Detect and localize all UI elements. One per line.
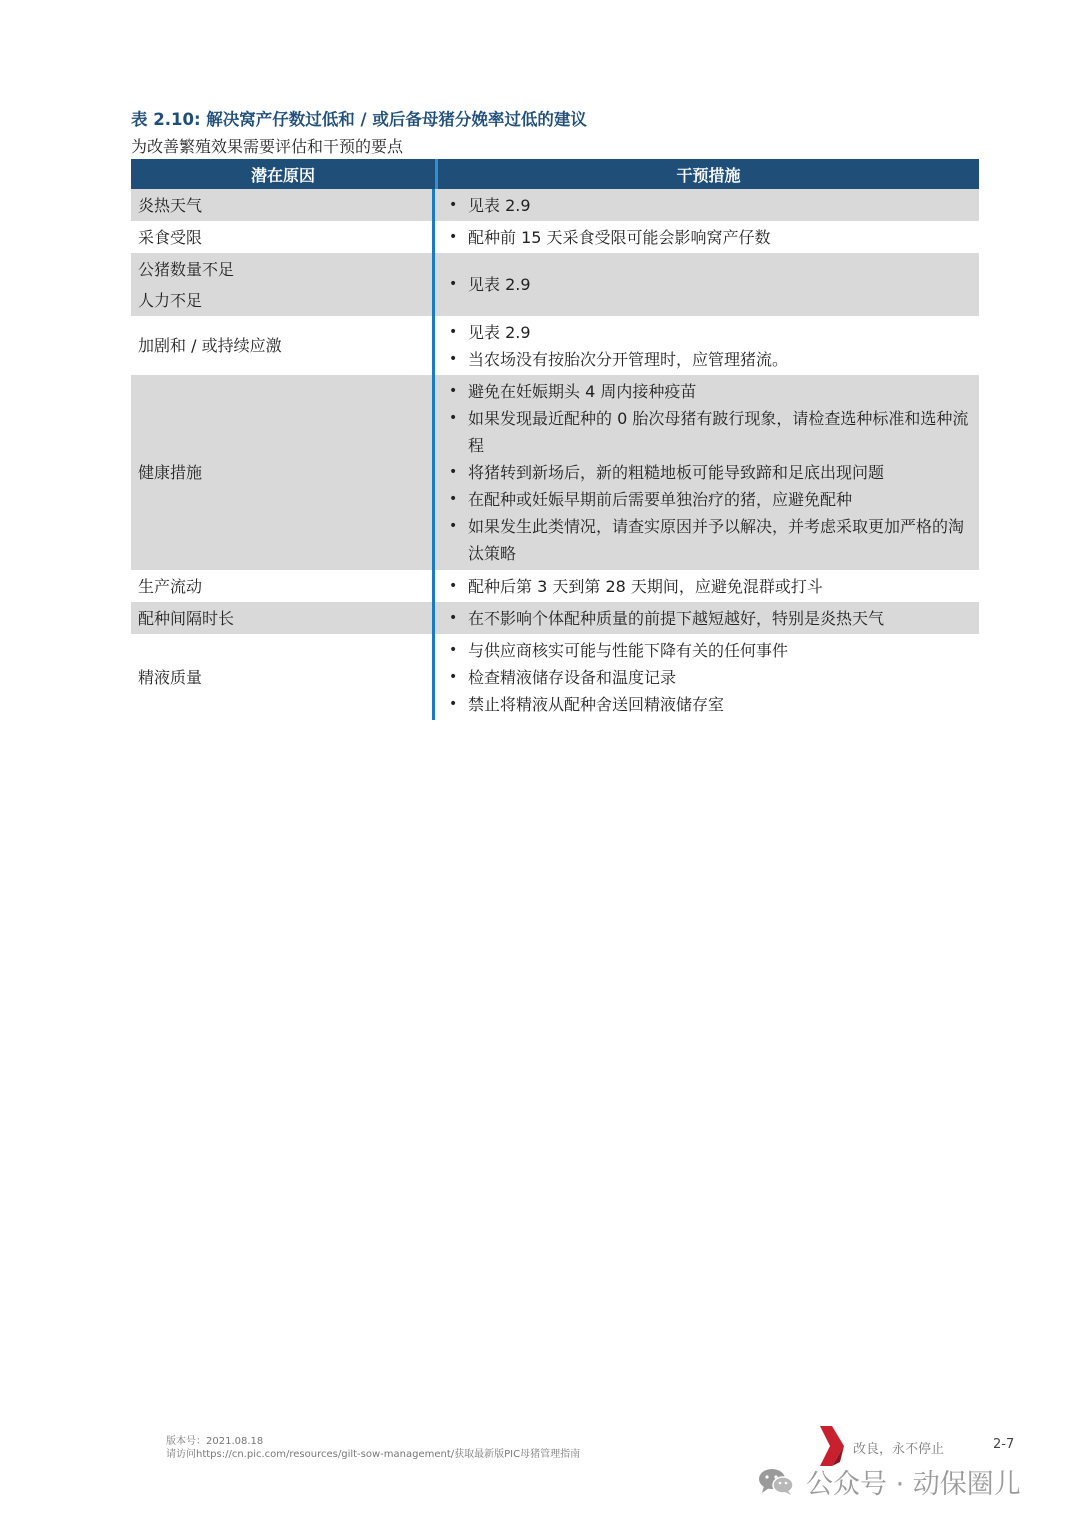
table-row bbox=[131, 221, 979, 253]
action-cell bbox=[435, 602, 979, 634]
bullet-icon: • bbox=[449, 350, 458, 367]
cause-cell bbox=[131, 253, 435, 316]
bullet-icon: • bbox=[449, 695, 458, 712]
action-text: 见表 2.9 bbox=[468, 195, 531, 215]
wechat-icon bbox=[758, 1468, 794, 1496]
bullet-icon: • bbox=[449, 609, 458, 626]
action-item bbox=[449, 513, 971, 567]
action-cell bbox=[435, 253, 979, 316]
table-row bbox=[131, 634, 979, 720]
action-item bbox=[449, 346, 971, 373]
action-text: 与供应商核实可能与性能下降有关的任何事件 bbox=[468, 640, 789, 660]
table-row bbox=[131, 189, 979, 221]
table-row bbox=[131, 570, 979, 602]
action-cell bbox=[435, 570, 979, 602]
cause-cell bbox=[131, 570, 435, 602]
action-cell bbox=[435, 189, 979, 221]
table-row bbox=[131, 375, 979, 570]
action-item bbox=[449, 378, 971, 405]
action-item bbox=[449, 573, 971, 600]
watermark-text: 公众号 · 动保圈儿 bbox=[806, 1469, 1021, 1500]
action-text: 禁止将精液从配种舍送回精液储存室 bbox=[468, 694, 725, 714]
table-row bbox=[131, 253, 979, 316]
header-cause: 潜在原因 bbox=[131, 159, 438, 189]
cause-cell bbox=[131, 189, 435, 221]
action-text: 如果发现最近配种的 0 胎次母猪有跛行现象，请检查选种标准和选种流程 bbox=[468, 409, 969, 455]
table-row bbox=[131, 316, 979, 375]
watermark bbox=[758, 1462, 1021, 1501]
page-number: 2-7 bbox=[993, 1437, 1015, 1452]
bullet-icon: • bbox=[449, 276, 458, 292]
bullet-icon: • bbox=[449, 323, 458, 340]
bullet-icon: • bbox=[449, 228, 458, 245]
cause-text: 公猪数量不足 bbox=[138, 259, 235, 279]
bullet-icon: • bbox=[449, 518, 458, 534]
header-action: 干预措施 bbox=[676, 165, 741, 185]
bullet-icon: • bbox=[449, 641, 458, 658]
action-cell bbox=[435, 375, 979, 570]
action-item bbox=[449, 664, 971, 691]
footer-info bbox=[166, 1435, 580, 1461]
action-text: 在不影响个体配种质量的前提下越短越好，特别是炎热天气 bbox=[468, 608, 885, 628]
action-text: 见表 2.9 bbox=[468, 275, 531, 294]
action-item bbox=[449, 271, 971, 298]
action-text: 检查精液储存设备和温度记录 bbox=[468, 667, 677, 687]
table-title: 表 2.10: 解决窝产仔数过低和 / 或后备母猪分娩率过低的建议 bbox=[131, 110, 587, 129]
action-item bbox=[449, 459, 971, 486]
bullet-icon: • bbox=[449, 196, 458, 213]
cause-text: 健康措施 bbox=[138, 463, 203, 482]
version-text: 版本号：2021.08.18 bbox=[166, 1436, 264, 1447]
cause-text: 加剧和 / 或持续应激 bbox=[138, 336, 282, 355]
cause-cell bbox=[131, 602, 435, 634]
action-text: 在配种或妊娠早期前后需要单独治疗的猪，应避免配种 bbox=[468, 490, 853, 509]
action-text: 避免在妊娠期头 4 周内接种疫苗 bbox=[468, 382, 697, 401]
table-header bbox=[131, 159, 979, 189]
cause-text: 炎热天气 bbox=[138, 195, 203, 215]
bullet-icon: • bbox=[449, 410, 458, 426]
action-item bbox=[449, 691, 971, 718]
bullet-icon: • bbox=[449, 577, 458, 594]
bullet-icon: • bbox=[449, 383, 458, 399]
slogan-text: 改良，永不停止 bbox=[853, 1442, 945, 1457]
action-text: 配种前 15 天采食受限可能会影响窝产仔数 bbox=[468, 227, 771, 247]
cause-cell bbox=[131, 375, 435, 570]
cause-text: 生产流动 bbox=[138, 576, 203, 596]
cause-cell bbox=[131, 634, 435, 720]
bullet-icon: • bbox=[449, 491, 458, 507]
cause-cell bbox=[131, 316, 435, 375]
action-item bbox=[449, 224, 971, 251]
action-text: 见表 2.9 bbox=[468, 322, 531, 342]
action-item bbox=[449, 605, 971, 632]
action-text: 当农场没有按胎次分开管理时，应管理猪流。 bbox=[468, 349, 789, 369]
cause-text: 精液质量 bbox=[138, 667, 203, 687]
action-text: 配种后第 3 天到第 28 天期间，应避免混群或打斗 bbox=[468, 576, 823, 596]
action-item bbox=[449, 486, 971, 513]
action-cell bbox=[435, 634, 979, 720]
cause-cell bbox=[131, 221, 435, 253]
action-cell bbox=[435, 221, 979, 253]
action-item bbox=[449, 637, 971, 664]
bullet-icon: • bbox=[449, 464, 458, 480]
recommendation-table bbox=[131, 159, 979, 720]
action-item bbox=[449, 192, 971, 219]
action-text: 将猪转到新场后，新的粗糙地板可能导致蹄和足底出现问题 bbox=[468, 463, 885, 482]
cause-text: 配种间隔时长 bbox=[138, 608, 235, 628]
cause-text: 采食受限 bbox=[138, 227, 203, 247]
action-item bbox=[449, 319, 971, 346]
table-subtitle: 为改善繁殖效果需要评估和干预的要点 bbox=[131, 137, 404, 156]
bullet-icon: • bbox=[449, 668, 458, 685]
table-row bbox=[131, 602, 979, 634]
action-item bbox=[449, 405, 971, 459]
cause-text: 人力不足 bbox=[138, 290, 203, 310]
action-cell bbox=[435, 316, 979, 375]
visit-url-text: 请访问https://cn.pic.com/resources/gilt-sow-management/获取最新版PIC母猪管理指南 bbox=[166, 1449, 581, 1460]
pic-chevron-logo-icon bbox=[818, 1426, 844, 1466]
action-text: 如果发生此类情况，请查实原因并予以解决，并考虑采取更加严格的淘汰策略 bbox=[468, 517, 965, 563]
